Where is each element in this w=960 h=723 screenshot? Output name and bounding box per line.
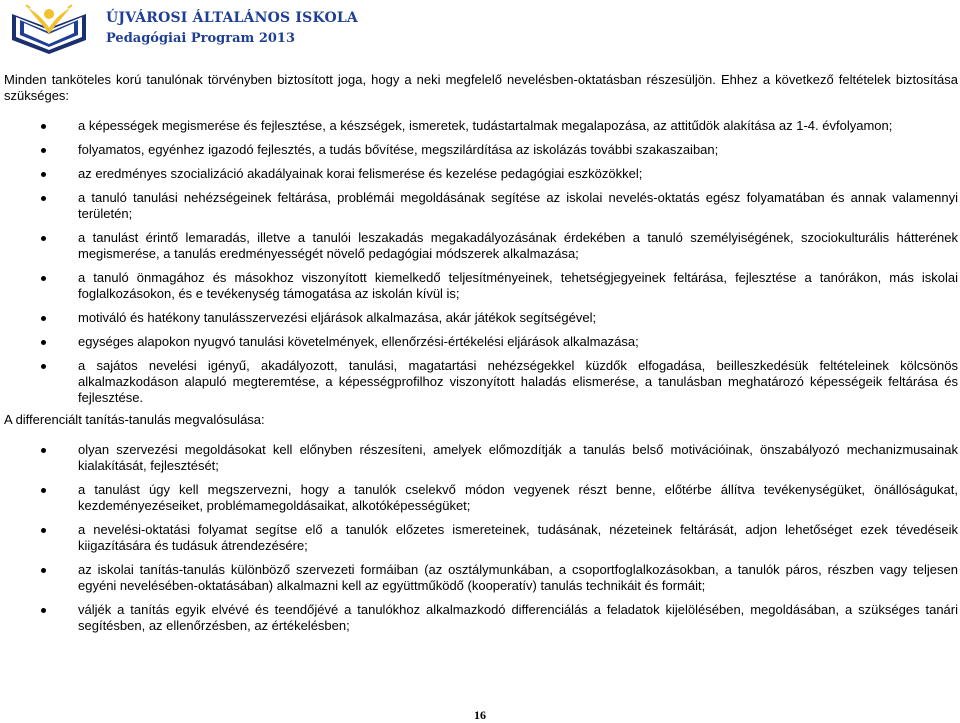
list-item: a sajátos nevelési igényű, akadályozott, tanulási, magatartási nehézségekkel küzdők elfogadása, beilleszkedésük feltételeinek kölcsönös alkalmazkodáson alapuló megteremtése, a képességprofilhoz viszonyított haladás elismerése, a tanulásban meghatározó képességeik feltárása és fejlesztése. bbox=[4, 358, 958, 406]
bullet-icon bbox=[41, 276, 46, 281]
list-item: az eredményes szocializáció akadályainak korai felismerése és kezelése pedagógiai eszközökkel; bbox=[4, 166, 958, 182]
list-item: a tanulást érintő lemaradás, illetve a tanulói leszakadás megakadályozásának érdekében a tanuló személyiségének, szociokulturális hátterének megismerése, a tanulás eredményességét növelő pedagógiai módszerek alkalmazása; bbox=[4, 230, 958, 262]
list-item: váljék a tanítás egyik elvévé és teendőjévé a tanulókhoz alkalmazkodó differenciálás a feladatok kijelölésében, megoldásában, a szükséges tanári segítésben, az ellenőrzésben, az értékelésben; bbox=[4, 602, 958, 634]
document-body bbox=[4, 72, 958, 634]
list-item: a nevelési-oktatási folyamat segítse elő a tanulók előzetes ismereteinek, tudásának, nézeteinek feltárását, adjon lehetőséget ezek tévedéseik kiigazítására és tudásuk átrendezésére; bbox=[4, 522, 958, 554]
list-item: olyan szervezési megoldásokat kell előnyben részesíteni, amelyek előmozdítják a tanulás belső motivációinak, önszabályozó mechanizmusainak kialakítását, fejlesztését; bbox=[4, 442, 958, 474]
bullet-icon bbox=[41, 364, 46, 369]
list-item: folyamatos, egyénhez igazodó fejlesztés, a tudás bővítése, megszilárdítása az iskolázás további szakaszaiban; bbox=[4, 142, 958, 158]
list-item: motiváló és hatékony tanulásszervezési eljárások alkalmazása, akár játékok segítségével; bbox=[4, 310, 958, 326]
bullet-icon bbox=[41, 236, 46, 241]
bullet-icon bbox=[41, 172, 46, 177]
differentiated-heading: A differenciált tanítás-tanulás megvalósulása: bbox=[4, 412, 265, 427]
bullet-icon bbox=[41, 528, 46, 533]
list-item: a tanuló önmagához és másokhoz viszonyított kiemelkedő teljesítményeinek, tehetségjegyeinek feltárása, fejlesztése a tanórákon, más iskolai foglalkozásokon, és e tevékenység támogatása az iskolán kívül is; bbox=[4, 270, 958, 302]
bullet-icon bbox=[41, 448, 46, 453]
intro-paragraph: Minden tanköteles korú tanulónak törvényben biztosított joga, hogy a neki megfelelő nevelésben-oktatásban részesüljön. Ehhez a következő feltételek biztosítása szükséges: bbox=[4, 72, 958, 103]
conditions-list bbox=[4, 118, 958, 406]
list-item: a tanuló tanulási nehézségeinek feltárása, problémái megoldásának segítése az iskolai nevelés-oktatás egész folyamatában és annak valamennyi területén; bbox=[4, 190, 958, 222]
page-header bbox=[0, 0, 960, 64]
bullet-icon bbox=[41, 608, 46, 613]
school-name: ÚJVÁROSI ÁLTALÁNOS ISKOLA bbox=[106, 10, 358, 26]
book-hands-logo-icon bbox=[4, 4, 94, 58]
list-item: egységes alapokon nyugvó tanulási követelmények, ellenőrzési-értékelési eljárások alkalmazása; bbox=[4, 334, 958, 350]
bullet-icon bbox=[41, 196, 46, 201]
bullet-icon bbox=[41, 316, 46, 321]
bullet-icon bbox=[41, 488, 46, 493]
bullet-icon bbox=[41, 124, 46, 129]
list-item: a tanulást úgy kell megszervezni, hogy a tanulók cselekvő módon vegyenek részt benne, előtérbe állítva tevékenységüket, önállóságukat, kezdeményezéseiket, problémamegoldásaikat, alkotóképességüket; bbox=[4, 482, 958, 514]
bullet-icon bbox=[41, 568, 46, 573]
program-name: Pedagógiai Program 2013 bbox=[106, 31, 296, 46]
list-item: a képességek megismerése és fejlesztése, a készségek, ismeretek, tudástartalmak megalapozása, az attitűdök alakítása az 1-4. évfolyamon; bbox=[4, 118, 958, 134]
list-item: az iskolai tanítás-tanulás különböző szervezeti formáiban (az osztálymunkában, a csoportfoglalkozásokban, a tanulók páros, részben vagy teljesen egyéni nevelésében-oktatásában) alkalmazni kell az együttműködő (kooperatív) tanulás technikáit és formáit; bbox=[4, 562, 958, 594]
bullet-icon bbox=[41, 148, 46, 153]
page-number: 16 bbox=[474, 708, 486, 722]
differentiated-list bbox=[4, 442, 958, 634]
bullet-icon bbox=[41, 340, 46, 345]
